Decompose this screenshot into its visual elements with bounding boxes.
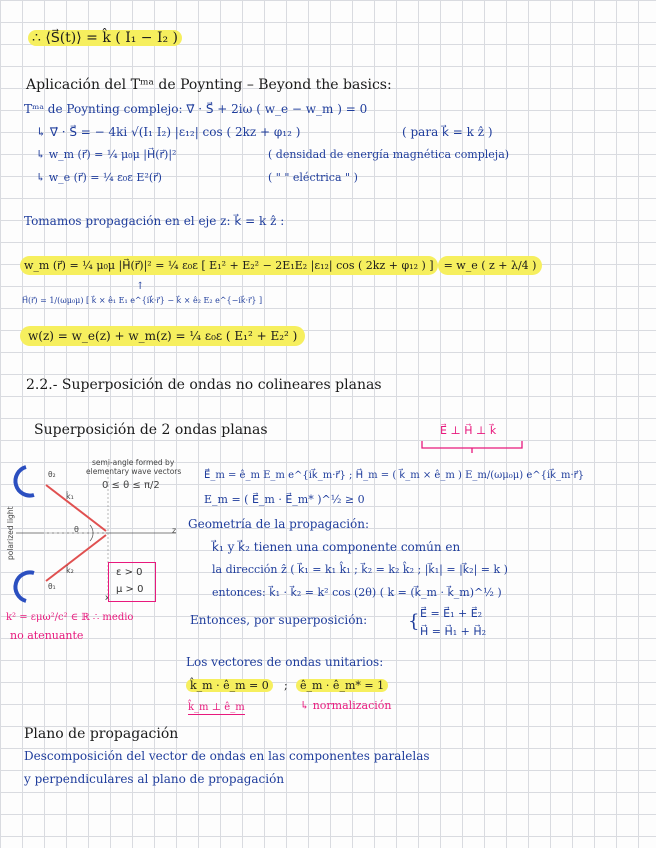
divergence-condition: ( para k⃗ = k ẑ ) xyxy=(402,125,493,139)
complex-poynting-theorem: Tᵐᵃ de Poynting complejo: ∇⃗ · S⃗ + 2iω ( w_e − w_m ) = 0 xyxy=(24,102,368,116)
mu-condition: μ > 0 xyxy=(116,584,144,595)
orthogonality-brace xyxy=(418,438,528,454)
energy-equation xyxy=(20,260,542,273)
common-component-line: k⃗₁ y k⃗₂ tienen una componente común en xyxy=(212,540,461,554)
k2-vector xyxy=(46,535,106,581)
figure-title-2: elementary wave vectors xyxy=(86,467,182,476)
amplitude-definition: E_m = ( E⃗_m · E⃗_m* )^½ ≥ 0 xyxy=(204,493,365,506)
decomposition-line-1: Descomposición del vector de ondas en las componentes paralelas xyxy=(24,749,430,763)
epsilon-condition: ε > 0 xyxy=(116,567,143,578)
wave-vector-figure xyxy=(6,455,184,605)
h-superposition: H⃗ = H⃗₁ + H⃗₂ xyxy=(420,625,487,638)
orthogonality-eq xyxy=(186,680,273,693)
superposition-line: Entonces, por superposición: xyxy=(190,613,368,627)
total-energy-line xyxy=(20,330,305,344)
polarization-arc-bottom xyxy=(15,572,34,601)
figure-theta2-label: θ₂ xyxy=(48,470,56,479)
divergence-line: ↳ ∇⃗ · S⃗ = − 4ki √(I₁ I₂) |ε₁₂| cos ( 2kz + φ₁₂ ) xyxy=(36,125,301,139)
propagation-plane-heading: Plano de propagación xyxy=(24,726,179,742)
figure-k2-label: k̂₂ xyxy=(66,566,74,575)
k-squared-note: k² = εμω²/c² ∈ ℝ ∴ medio xyxy=(6,612,134,623)
figure-k1-label: k̂₁ xyxy=(66,492,74,501)
section-2-2-heading: 2.2.- Superposición de ondas no colineares planas xyxy=(26,377,382,393)
unit-vectors-heading: Los vectores de ondas unitarios: xyxy=(186,655,384,669)
figure-theta-range: 0 ≤ θ ≤ π/2 xyxy=(102,480,160,491)
figure-theta1-label: θ₁ xyxy=(48,582,56,591)
polarization-arc-top xyxy=(15,467,34,496)
figure-theta-label: θ xyxy=(74,525,79,534)
figure-side-label: polarized light xyxy=(6,506,15,560)
normalization-label: ↳ normalización xyxy=(300,699,392,712)
non-attenuating-note: no atenuante xyxy=(10,629,84,642)
decomposition-line-2: y perpendiculares al plano de propagación xyxy=(24,772,285,786)
wm-definition: ↳ w_m (r⃗) = ¼ μ₀μ |H⃗(r⃗)|² xyxy=(36,148,177,161)
separator: ; xyxy=(284,679,288,692)
normalization-eq xyxy=(296,680,388,693)
plane-wave-fields: E⃗_m = ê_m E_m e^{ik⃗_m·r⃗} ; H⃗_m = ( k⃗_m × ê_m ) E_m/(ωμ₀μ) e^{ik⃗_m·r⃗} xyxy=(204,470,585,481)
orthogonality-note: E⃗ ⊥ H⃗ ⊥ k⃗ xyxy=(440,424,497,437)
e-superposition: E⃗ = E⃗₁ + E⃗₂ xyxy=(420,607,483,620)
dot-product-line: entonces: k⃗₁ · k⃗₂ = k² cos (2θ) ( k = (k⃗_m · k⃗_m)^½ ) xyxy=(212,586,502,599)
orthogonality-eq-text: k̂_m · ê_m = 0 xyxy=(186,679,273,692)
arrow-up: ↑ xyxy=(136,281,145,292)
we-description: ( " " eléctrica " ) xyxy=(268,171,358,184)
section-heading-poynting: Aplicación del Tᵐᵃ de Poynting – Beyond the basics: xyxy=(26,77,392,93)
wm-description: ( densidad de energía magnética compleja) xyxy=(268,148,510,161)
figure-x-label: x xyxy=(105,593,110,602)
orthogonality-label: k̂_m ⊥ ê_m xyxy=(188,702,245,713)
energy-equation-shift: = w_e ( z + λ/4 ) xyxy=(438,256,543,275)
z-axis-propagation: Tomamos propagación en el eje z: k⃗ = k ẑ : xyxy=(24,214,285,228)
propagation-geometry-heading: Geometría de la propagación: xyxy=(188,517,370,531)
total-energy-highlight: w(z) = w_e(z) + w_m(z) = ¼ ε₀ε ( E₁² + E₂² ) xyxy=(20,326,305,346)
normalization-eq-text: ê_m · ê_m* = 1 xyxy=(296,679,388,692)
normalization-label-text: normalización xyxy=(312,699,392,712)
direction-line: la dirección ẑ ( k⃗₁ = k₁ k̂₁ ; k⃗₂ = k₂ k̂₂ ; |k⃗₁| = |k⃗₂| = k ) xyxy=(212,563,508,576)
result-line xyxy=(28,30,182,46)
result-highlight: ∴ ⟨S⃗(t)⟩ = k̂ ( I₁ − I₂ ) xyxy=(28,30,182,46)
h-field-expression: H⃗(r⃗) = 1/(ωμ₀μ) [ k⃗ × ê₁ E₁ e^{ik⃗·r⃗} − k⃗ × ê₂ E₂ e^{−ik⃗·r⃗} ] xyxy=(22,296,263,305)
figure-z-label: z xyxy=(172,526,177,535)
figure-title-1: semi-angle formed by xyxy=(92,458,175,467)
energy-equation-text: w_m (r⃗) = ¼ μ₀μ |H⃗(r⃗)|² = ¼ ε₀ε [ E₁² + E₂² − 2E₁E₂ |ε₁₂| cos ( 2kz + φ₁₂ ) ] xyxy=(20,256,438,275)
superposition-subheading: Superposición de 2 ondas planas xyxy=(34,422,268,438)
superposition-brace: { xyxy=(408,611,420,632)
we-definition: ↳ w_e (r⃗) = ¼ ε₀ε E²(r⃗) xyxy=(36,171,162,184)
